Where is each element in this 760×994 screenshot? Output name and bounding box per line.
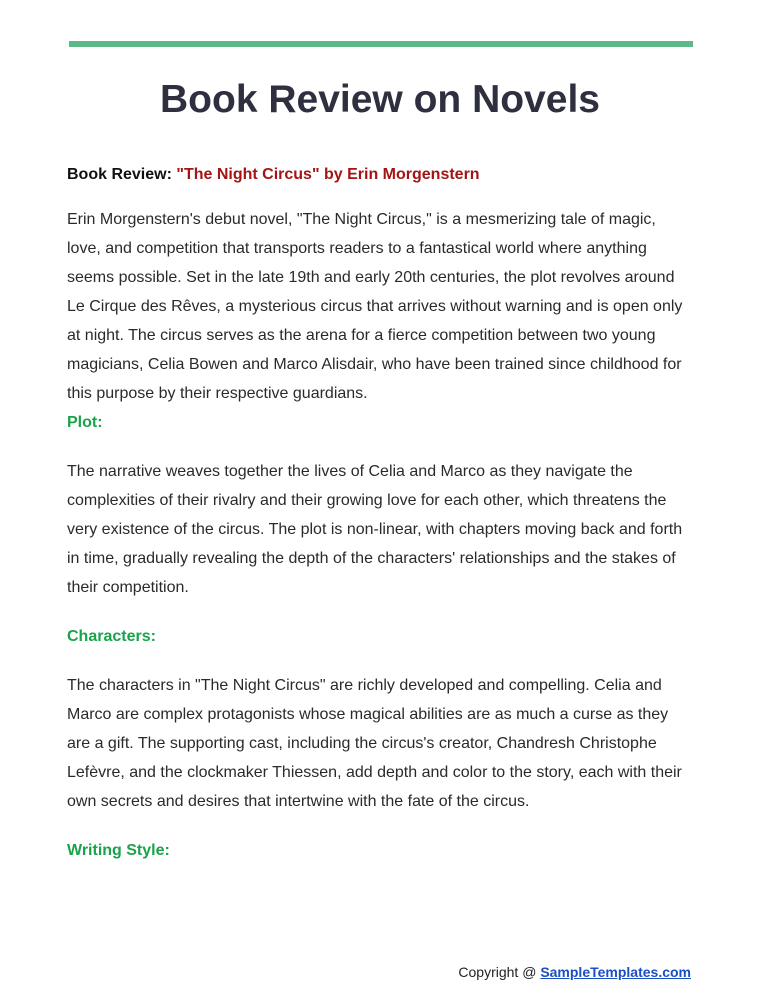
section-heading-writing-style: Writing Style: [67, 842, 170, 859]
section-body-plot: The narrative weaves together the lives of Celia and Marco as they navigate the complexities of their rivalry and their growing love for each other, which threatens the very existence of the circus. The plot is non-linear, with chapters moving back and forth in time, gradually revealing the depth of the characters' relationships and the stakes of their competition. [67, 463, 683, 596]
book-title: "The Night Circus" by Erin Morgenstern [176, 166, 480, 183]
intro-paragraph: Erin Morgenstern's debut novel, "The Night Circus," is a mesmerizing tale of magic, love, and competition that transports readers to a fantastical world where anything seems possible. Set in the late 19th and early 20th centuries, the plot revolves around Le Cirque des Rêves, a mysterious circus that arrives without warning and is open only at night. The circus serves as the arena for a fierce competition between two young magicians, Celia Bowen and Marco Alisdair, who have been trained since childhood for this purpose by their respective guardians. [67, 211, 683, 402]
page-title: Book Review on Novels [160, 78, 600, 121]
subtitle-prefix: Book Review: [67, 166, 177, 183]
copyright-text: Copyright @ [458, 964, 541, 980]
section-body-characters: The characters in "The Night Circus" are richly developed and compelling. Celia and Marco are complex protagonists whose magical abilities are as much a curse as they are a gift. The supporting cast, including the circus's creator, Chandresh Christophe Lefèvre, and the clockmaker Thiessen, add depth and color to the story, each with their own secrets and desires that intertwine with the fate of the circus. [67, 677, 682, 810]
top-divider [69, 41, 693, 47]
footer-copyright [458, 962, 691, 982]
review-subtitle [67, 160, 693, 189]
sample-templates-link[interactable]: SampleTemplates.com [540, 964, 691, 980]
section-heading-plot: Plot: [67, 414, 103, 431]
document-body [67, 160, 693, 865]
section-heading-characters: Characters: [67, 628, 156, 645]
